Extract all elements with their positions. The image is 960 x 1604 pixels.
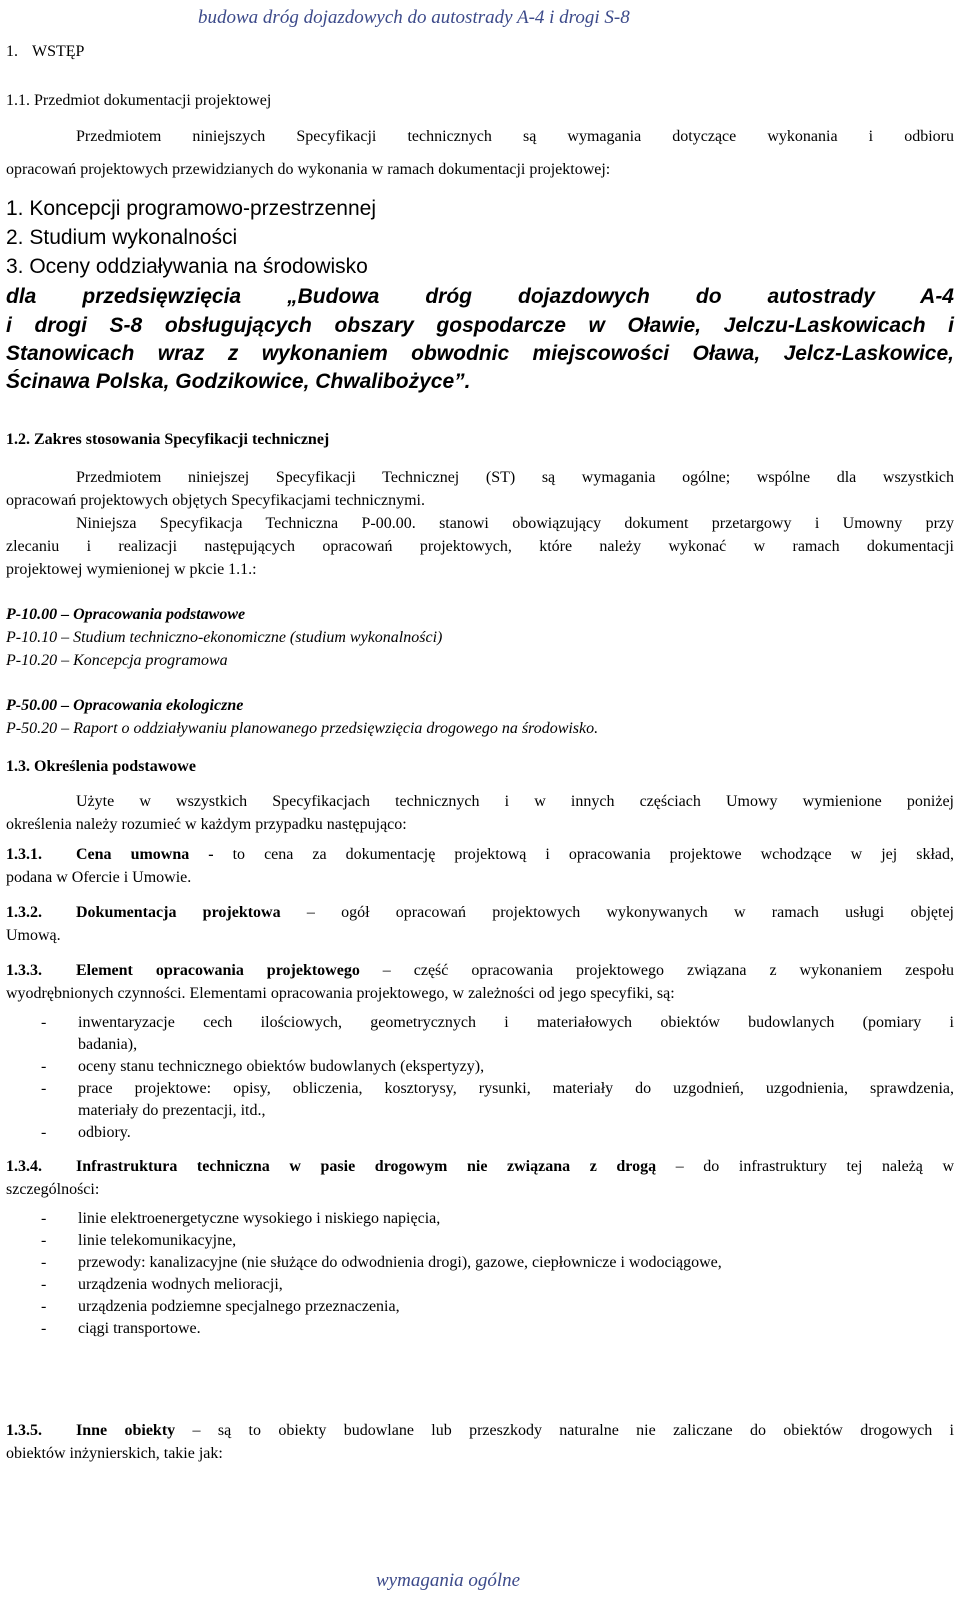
definition-text: obiektów inżynierskich, takie jak:: [6, 1445, 223, 1462]
project-title-line: Ścinawa Polska, Godzikowice, Chwalibożyce”.: [6, 370, 471, 393]
list-item-text: linie elektroenergetyczne wysokiego i niskiego napięcia,: [78, 1210, 441, 1227]
definition-term: Inne obiekty: [76, 1422, 176, 1439]
list-item: [6, 1033, 954, 1055]
definition-number: 1.3.5.: [6, 1422, 42, 1439]
list-item-text: materiały do prezentacji, itd.,: [78, 1102, 266, 1119]
section-number: 1.: [6, 43, 18, 60]
definition-number: 1.3.3.: [6, 962, 42, 979]
scope-item-1: 1. Koncepcji programowo-przestrzennej: [6, 197, 377, 220]
dash-bullet: -: [41, 1298, 47, 1315]
definition-text: – ogół opracowań projektowych wykonywanych w ramach usługi objętej: [280, 904, 954, 921]
definition-text: Umową.: [6, 927, 61, 944]
dash-bullet: -: [41, 1232, 47, 1249]
project-title-line: Stanowicach wraz z wykonaniem obwodnic miejscowości Oława, Jelcz-Laskowice,: [6, 342, 954, 365]
scope-item-3: 3. Oceny oddziaływania na środowisko: [6, 255, 368, 278]
group-title: P-10.00 – Opracowania podstawowe: [6, 606, 246, 623]
dash-bullet: -: [41, 1124, 47, 1141]
list-item: [6, 1077, 954, 1099]
element-list: [6, 1011, 954, 1143]
paragraph-line: Przedmiotem niniejszej Specyfikacji Technicznej (ST) są wymagania ogólne; wspólne dla wszystkich: [76, 469, 954, 486]
paragraph-line: określenia należy rozumieć w każdym przypadku następująco:: [6, 816, 407, 833]
paragraph-line: Niniejsza Specyfikacja Techniczna P-00.00. stanowi obowiązujący dokument przetargowy i Umowny przy: [76, 515, 954, 532]
definition-number: 1.3.2.: [6, 904, 42, 921]
running-footer: wymagania ogólne: [376, 1570, 521, 1591]
dash-bullet: -: [41, 1320, 47, 1337]
group-item: P-50.20 – Raport o oddziaływaniu planowanego przedsięwzięcia drogowego na środowisko.: [6, 720, 599, 737]
group-item: P-10.10 – Studium techniczno-ekonomiczne (studium wykonalności): [6, 629, 443, 646]
group-item: P-10.20 – Koncepcja programowa: [6, 652, 228, 669]
paragraph-line: Przedmiotem niniejszych Specyfikacji technicznych są wymagania dotyczące wykonania i odbioru: [76, 128, 954, 145]
list-item: [6, 1055, 954, 1077]
group-title: P-50.00 – Opracowania ekologiczne: [6, 697, 244, 714]
subsection-1-3-heading: 1.3. Określenia podstawowe: [6, 758, 196, 775]
list-item: [6, 1273, 954, 1295]
list-item-text: linie telekomunikacyjne,: [78, 1232, 237, 1249]
paragraph-line: opracowań projektowych objętych Specyfikacjami technicznymi.: [6, 492, 425, 509]
paragraph-line: projektowej wymienionej w pkcie 1.1.:: [6, 561, 257, 578]
definition-term: Cena umowna -: [76, 846, 214, 863]
list-item-text: oceny stanu technicznego obiektów budowlanych (ekspertyzy),: [78, 1058, 485, 1075]
definition-text: wyodrębnionych czynności. Elementami opracowania projektowego, w zależności od jego specyfiki, są:: [6, 985, 675, 1002]
definition-term: Infrastruktura techniczna w pasie drogowym nie związana z drogą: [76, 1158, 657, 1175]
dash-bullet: -: [41, 1276, 47, 1293]
subsection-1-2-heading: 1.2. Zakres stosowania Specyfikacji technicznej: [6, 431, 330, 448]
list-item: [6, 1011, 954, 1033]
section-title: WSTĘP: [32, 43, 85, 60]
infrastructure-list: [6, 1207, 954, 1339]
paragraph-line: zlecaniu i realizacji następujących opracowań projektowych, które należy wykonać w ramach dokumentacji: [6, 538, 954, 555]
list-item-text: przewody: kanalizacyjne (nie służące do odwodnienia drogi), gazowe, ciepłownicze i wodociągowe,: [78, 1254, 722, 1271]
list-item: [6, 1317, 954, 1339]
subsection-1-1-heading: 1.1. Przedmiot dokumentacji projektowej: [6, 92, 272, 109]
section-1-heading: [6, 40, 84, 63]
list-item: [6, 1207, 954, 1229]
list-item-text: prace projektowe: opisy, obliczenia, kosztorysy, rysunki, materiały do uzgodnień, uzgodnienia, sprawdzenia,: [78, 1080, 954, 1097]
running-header: budowa dróg dojazdowych do autostrady A-4 i drogi S-8: [198, 7, 630, 28]
definition-cena-umowna: [6, 843, 954, 866]
definition-text: podana w Ofercie i Umowie.: [6, 869, 192, 886]
definition-text: to cena za dokumentację projektową i opracowania projektowe wchodzące w jej skład,: [213, 846, 954, 863]
list-item-text: inwentaryzacje cech ilościowych, geometrycznych i materiałowych obiektów budowlanych (pomiary i: [78, 1014, 954, 1031]
definition-inne-obiekty: [6, 1419, 954, 1442]
list-item: [6, 1295, 954, 1317]
definition-term: Element opracowania projektowego: [76, 962, 360, 979]
definition-element: [6, 959, 954, 982]
definition-number: 1.3.1.: [6, 846, 42, 863]
definition-number: 1.3.4.: [6, 1158, 42, 1175]
dash-bullet: -: [41, 1080, 47, 1097]
list-item: [6, 1229, 954, 1251]
list-item-text: ciągi transportowe.: [78, 1320, 201, 1337]
dash-bullet: -: [41, 1058, 47, 1075]
scope-item-2: 2. Studium wykonalności: [6, 226, 238, 249]
list-item: [6, 1251, 954, 1273]
definition-text: – część opracowania projektowego związana z wykonaniem zespołu: [359, 962, 954, 979]
dash-bullet: -: [41, 1014, 47, 1031]
list-item: [6, 1121, 954, 1143]
definition-infrastruktura: [6, 1155, 954, 1178]
paragraph-line: opracowań projektowych przewidzianych do wykonania w ramach dokumentacji projektowej:: [6, 161, 611, 178]
paragraph-line: Użyte w wszystkich Specyfikacjach technicznych i w innych częściach Umowy wymienione poniżej: [76, 793, 954, 810]
list-item-text: urządzenia wodnych melioracji,: [78, 1276, 283, 1293]
definition-text: szczególności:: [6, 1181, 100, 1198]
definition-dokumentacja: [6, 901, 954, 924]
project-title-line: i drogi S-8 obsługujących obszary gospodarcze w Oławie, Jelczu-Laskowicach i: [6, 314, 954, 337]
definition-text: – do infrastruktury tej należą w: [656, 1158, 955, 1175]
list-item: [6, 1099, 954, 1121]
list-item-text: urządzenia podziemne specjalnego przeznaczenia,: [78, 1298, 400, 1315]
dash-bullet: -: [41, 1254, 47, 1271]
definition-term: Dokumentacja projektowa: [76, 904, 281, 921]
definition-text: – są to obiekty budowlane lub przeszkody naturalne nie zaliczane do obiektów drogowych i: [175, 1422, 954, 1439]
list-item-text: odbiory.: [78, 1124, 131, 1141]
list-item-text: badania),: [78, 1036, 138, 1053]
project-title-line: dla przedsięwzięcia „Budowa dróg dojazdowych do autostrady A-4: [6, 285, 954, 308]
dash-bullet: -: [41, 1210, 47, 1227]
